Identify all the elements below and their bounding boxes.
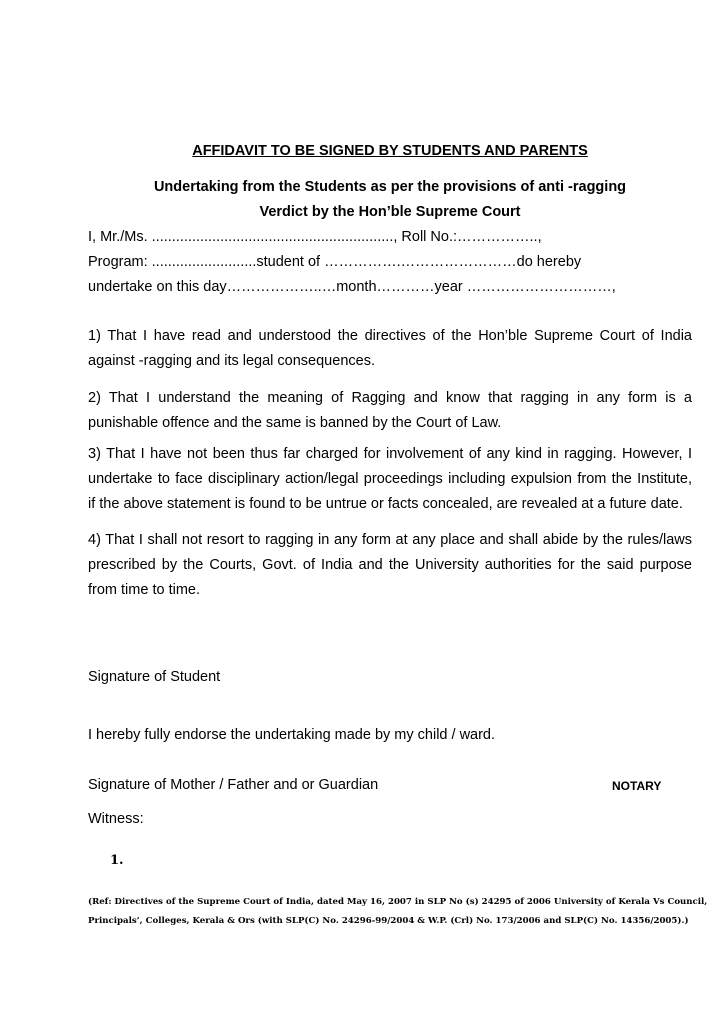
name-roll-line: I, Mr./Ms. ............................................................, Roll No.:…………….., [88,229,542,245]
clause-line: if the above statement is found to be untrue or facts concealed, are revealed at a future date. [88,496,683,512]
clause-line: undertake to face disciplinary action/legal proceedings including expulsion from the Institute, [88,471,692,487]
witness-label: Witness: [88,811,144,827]
clause-line: against -ragging and its legal consequences. [88,353,375,369]
clause-2 [88,386,692,436]
clause-line: 2) That I understand the meaning of Ragging and know that ragging in any form is a [88,390,692,406]
reference-line: (Ref: Directives of the Supreme Court of India, dated May 16, 2007 in SLP No (s) 24295 of 2006 University of Kerala Vs Council, [88,897,708,907]
clause-line: prescribed by the Courts, Govt. of India and the University authorities for the said purpose [88,557,692,573]
clause-line: 4) That I shall not resort to ragging in any form at any place and shall abide by the rules/laws [88,532,692,548]
reference-note [88,893,708,931]
notary-label: NOTARY [612,779,662,793]
witness-item-number: 1. [110,853,124,868]
program-line: Program: ..........................student of …………….……………………do hereby [88,254,582,270]
reference-line: Principals’, Colleges, Kerala & Ors (with SLP(C) No. 24296-99/2004 & W.P. (Crl) No. 173/2006 and SLP(C) No. 14356/2005).) [88,916,689,926]
signature-parent: Signature of Mother / Father and or Guardian [88,777,379,793]
date-line: undertake on this day………………..…month…………year …………………………, [88,279,616,295]
clause-line: 3) That I have not been thus far charged for involvement of any kind in ragging. However, I [88,446,692,462]
document-title: AFFIDAVIT TO BE SIGNED BY STUDENTS AND PARENTS [192,143,588,159]
endorsement-text: I hereby fully endorse the undertaking made by my child / ward. [88,727,496,743]
clause-4 [88,528,692,603]
clause-line: punishable offence and the same is banned by the Court of Law. [88,415,502,431]
clause-line: from time to time. [88,582,200,598]
signature-student: Signature of Student [88,669,221,685]
subtitle-line-1: Undertaking from the Students as per the provisions of anti -ragging [153,179,627,195]
clause-3 [88,442,692,517]
clause-line: 1) That I have read and understood the directives of the Hon’ble Supreme Court of India [88,328,692,344]
clause-1 [88,324,692,374]
subtitle-line-2: Verdict by the Hon’ble Supreme Court [259,204,521,220]
